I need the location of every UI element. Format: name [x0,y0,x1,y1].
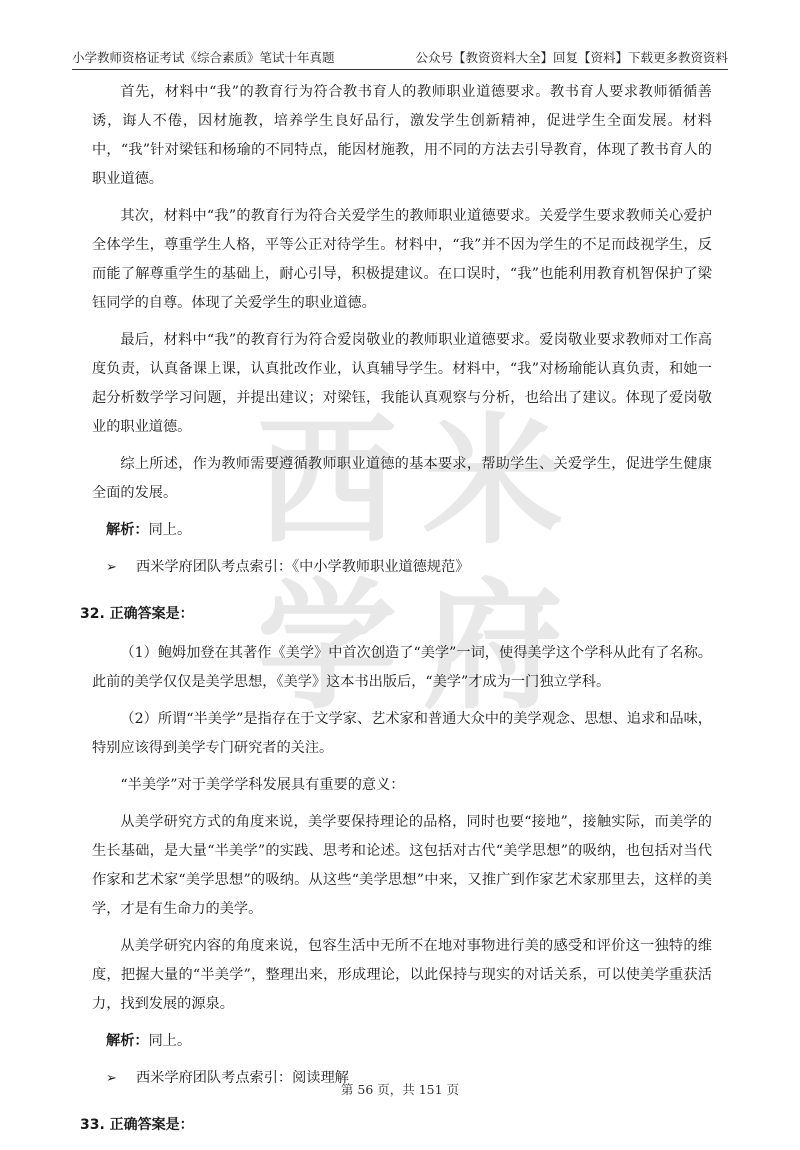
s32-paragraph-5: 从美学研究内容的角度来说，包容生活中无所不在地对事物进行美的感受和评价这一独特的维度，把握大量的“半美学”，整理出来，形成理论，以此保持与现实的对话关系，可以使美学重获活力，找到发展的源泉。 [92,938,712,1012]
arrow-bullet-icon: ➢ [106,560,117,575]
s31-paragraph-3: 最后，材料中“我”的教育行为符合爱岗敬业的教师职业道德要求。爱岗敬业要求教师对工作高度负责，认真备课上课，认真批改作业，认真辅导学生。材料中，“我”对杨瑜能认真负责，和她一起分析数学学习问题，并提出建议；对梁钰，我能认真观察与分析，也给出了建议。体现了爱岗敬业的职业道德。 [92,332,712,435]
arrow-bullet-icon: ➢ [106,1071,117,1086]
s32-paragraph-4: 从美学研究方式的角度来说，美学要保持理论的品格，同时也要“接地”，接触实际，而美学的生长基础，是大量“半美学”的实践、思考和论述。这包括对古代“美学思想”的吸纳，也包括对当代作家和艺术家“美学思想”的吸纳。从这些“美学思想”中来，又推广到作家艺术家那里去，这样的美学，才是有生命力的美学。 [92,814,712,917]
s32-analysis [92,1027,712,1056]
s31-paragraph-4: 综上所述，作为教师需要遵循教师职业道德的基本要求，帮助学生、关爱学生，促进学生健康全面的发展。 [92,456,712,501]
s31-analysis-label: 解析： [106,522,149,538]
s31-index-item [106,553,712,582]
q32-answer-title: 32. 正确答案是： [80,606,194,622]
s31-paragraph-2: 其次，材料中“我”的教育行为符合关爱学生的教师职业道德要求。关爱学生要求教师关心爱护全体学生，尊重学生人格，平等公正对待学生。材料中，“我”并不因为学生的不足而歧视学生，反而能了解尊重学生的基础上，耐心引导，积极提建议。在口误时，“我”也能利用教育机智保护了梁钰同学的自尊。体现了关爱学生的职业道德。 [92,208,712,311]
watermark-char-3: 学 [256,566,398,720]
s32-analysis-label: 解析： [106,1033,149,1049]
s31-index-text: 西米学府团队考点索引：《中小学教师职业道德规范》 [136,559,470,575]
s32-paragraph-1: （1）鲍姆加登在其著作《美学》中首次创造了“美学”一词，使得美学这个学科从此有了名称。此前的美学仅仅是美学思想，《美学》这本书出版后，“美学”才成为一门独立学科。 [92,645,712,690]
watermark-char-4: 府 [422,566,564,720]
s32-index-text: 西米学府团队考点索引：阅读理解 [136,1070,349,1086]
q33-answer-title: 33. 正确答案是： [80,1117,194,1133]
s32-analysis-text: 同上。 [148,1033,192,1049]
watermark-char-1: 西 [256,401,398,564]
header-left-title: 小学教师资格证考试《综合素质》笔试十年真题 [72,50,335,65]
page-header [72,44,728,70]
header-right-note: 公众号【教资资料大全】回复【资料】下载更多教资资料 [415,50,728,65]
s32-paragraph-2: （2）所谓“半美学”是指存在于文学家、艺术家和普通大众中的美学观念、思想、追求和品味，特别应该得到美学专门研究者的关注。 [92,711,712,756]
s31-analysis [92,516,712,545]
watermark-char-2: 米 [422,401,564,564]
page-content [80,78,712,1150]
page-number: 第 56 页，共 151 页 [340,1082,460,1097]
s32-paragraph-3: “半美学”对于美学学科发展具有重要的意义： [120,777,405,793]
s31-paragraph-1: 首先，材料中“我”的教育行为符合教书育人的教师职业道德要求。教书育人要求教师循循善诱，诲人不倦，因材施教，培养学生良好品行，激发学生创新精神，促进学生全面发展。材料中，“我”针对梁钰和杨瑜的不同特点，能因材施教，用不同的方法去引导教育，体现了教书育人的职业道德。 [92,84,712,187]
s31-analysis-text: 同上。 [148,522,192,538]
